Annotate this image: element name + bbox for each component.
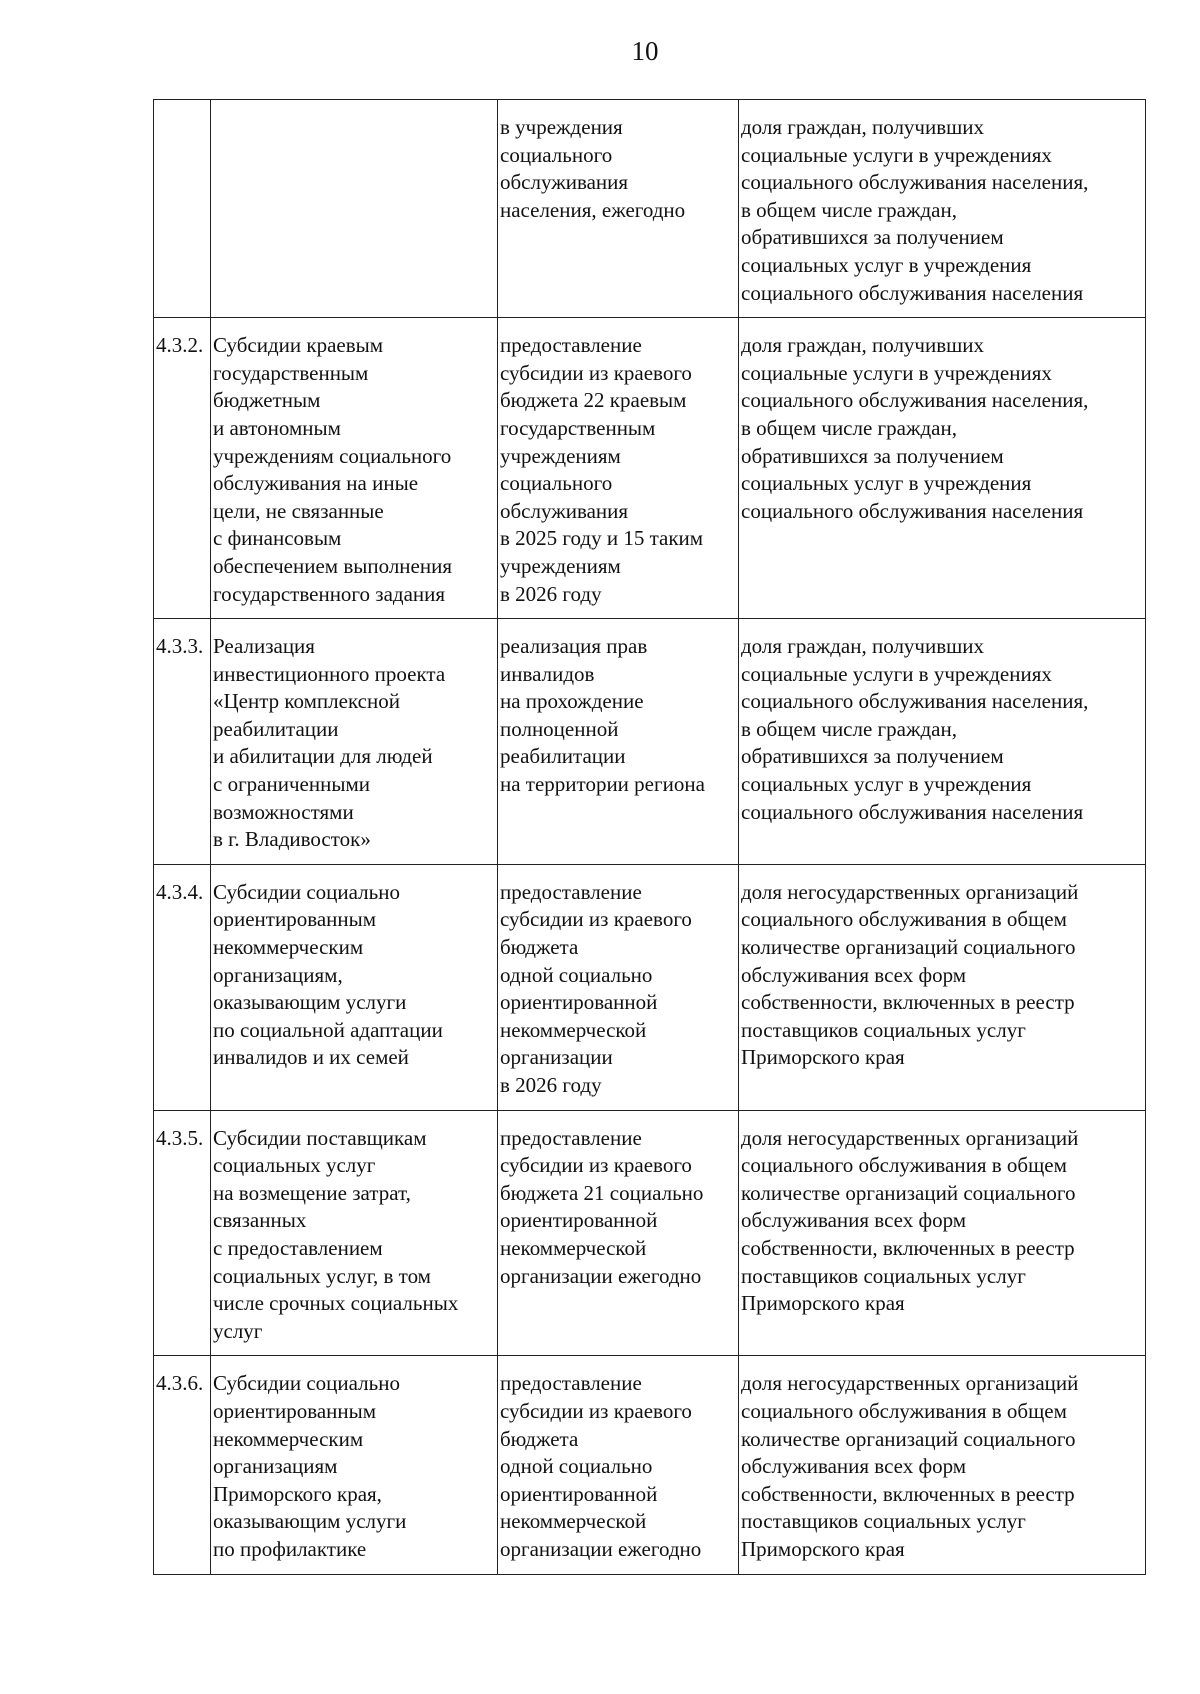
table-row bbox=[154, 864, 1146, 1110]
item-result-cell: предоставление субсидии из краевого бюджета 21 социально ориентированной некоммерческой организации ежегодно bbox=[498, 1110, 739, 1356]
item-number-cell: 4.3.6. bbox=[154, 1356, 211, 1574]
item-name-cell: Субсидии краевым государственным бюджетным и автономным учреждениям социального обслуживания на иные цели, не связанные с финансовым обеспечением выполнения государственного задания bbox=[211, 318, 498, 619]
page-number: 10 bbox=[631, 36, 659, 66]
item-name-cell: Субсидии социально ориентированным некоммерческим организациям Приморского края, оказывающим услуги по профилактике bbox=[211, 1356, 498, 1574]
item-result-cell: в учреждения социального обслуживания населения, ежегодно bbox=[498, 100, 739, 318]
item-indicator-cell: доля граждан, получивших социальные услуги в учреждениях социального обслуживания населения, в общем числе граждан, обратившихся за получением социальных услуг в учреждения социального обслуживания населения bbox=[739, 318, 1146, 619]
item-name-cell: Субсидии социально ориентированным некоммерческим организациям, оказывающим услуги по социальной адаптации инвалидов и их семей bbox=[211, 864, 498, 1110]
item-name-cell bbox=[211, 100, 498, 318]
item-number-cell bbox=[154, 100, 211, 318]
item-name-cell: Субсидии поставщикам социальных услуг на возмещение затрат, связанных с предоставлением социальных услуг, в том числе срочных социальных услуг bbox=[211, 1110, 498, 1356]
item-indicator-cell: доля негосударственных организаций социального обслуживания в общем количестве организаций социального обслуживания всех форм собственности, включенных в реестр поставщиков социальных услуг Приморского края bbox=[739, 1356, 1146, 1574]
item-result-cell: предоставление субсидии из краевого бюджета одной социально ориентированной некоммерческой организации ежегодно bbox=[498, 1356, 739, 1574]
item-name-cell: Реализация инвестиционного проекта «Центр комплексной реабилитации и абилитации для людей с ограниченными возможностями в г. Владивосток» bbox=[211, 619, 498, 865]
table-row bbox=[154, 318, 1146, 619]
item-result-cell: предоставление субсидии из краевого бюджета 22 краевым государственным учреждениям социального обслуживания в 2025 году и 15 таким учреждениям в 2026 году bbox=[498, 318, 739, 619]
table-row bbox=[154, 1356, 1146, 1574]
table-row bbox=[154, 1110, 1146, 1356]
measures-table bbox=[153, 99, 1146, 1575]
table-row bbox=[154, 619, 1146, 865]
item-result-cell: реализация прав инвалидов на прохождение полноценной реабилитации на территории региона bbox=[498, 619, 739, 865]
item-result-cell: предоставление субсидии из краевого бюджета одной социально ориентированной некоммерческой организации в 2026 году bbox=[498, 864, 739, 1110]
item-indicator-cell: доля негосударственных организаций социального обслуживания в общем количестве организаций социального обслуживания всех форм собственности, включенных в реестр поставщиков социальных услуг Приморского края bbox=[739, 864, 1146, 1110]
item-number-cell: 4.3.4. bbox=[154, 864, 211, 1110]
item-indicator-cell: доля граждан, получивших социальные услуги в учреждениях социального обслуживания населения, в общем числе граждан, обратившихся за получением социальных услуг в учреждения социального обслуживания населения bbox=[739, 619, 1146, 865]
item-number-cell: 4.3.5. bbox=[154, 1110, 211, 1356]
item-indicator-cell: доля негосударственных организаций социального обслуживания в общем количестве организаций социального обслуживания всех форм собственности, включенных в реестр поставщиков социальных услуг Приморского края bbox=[739, 1110, 1146, 1356]
item-number-cell: 4.3.2. bbox=[154, 318, 211, 619]
item-number-cell: 4.3.3. bbox=[154, 619, 211, 865]
table-row bbox=[154, 100, 1146, 318]
item-indicator-cell: доля граждан, получивших социальные услуги в учреждениях социального обслуживания населения, в общем числе граждан, обратившихся за получением социальных услуг в учреждения социального обслуживания населения bbox=[739, 100, 1146, 318]
